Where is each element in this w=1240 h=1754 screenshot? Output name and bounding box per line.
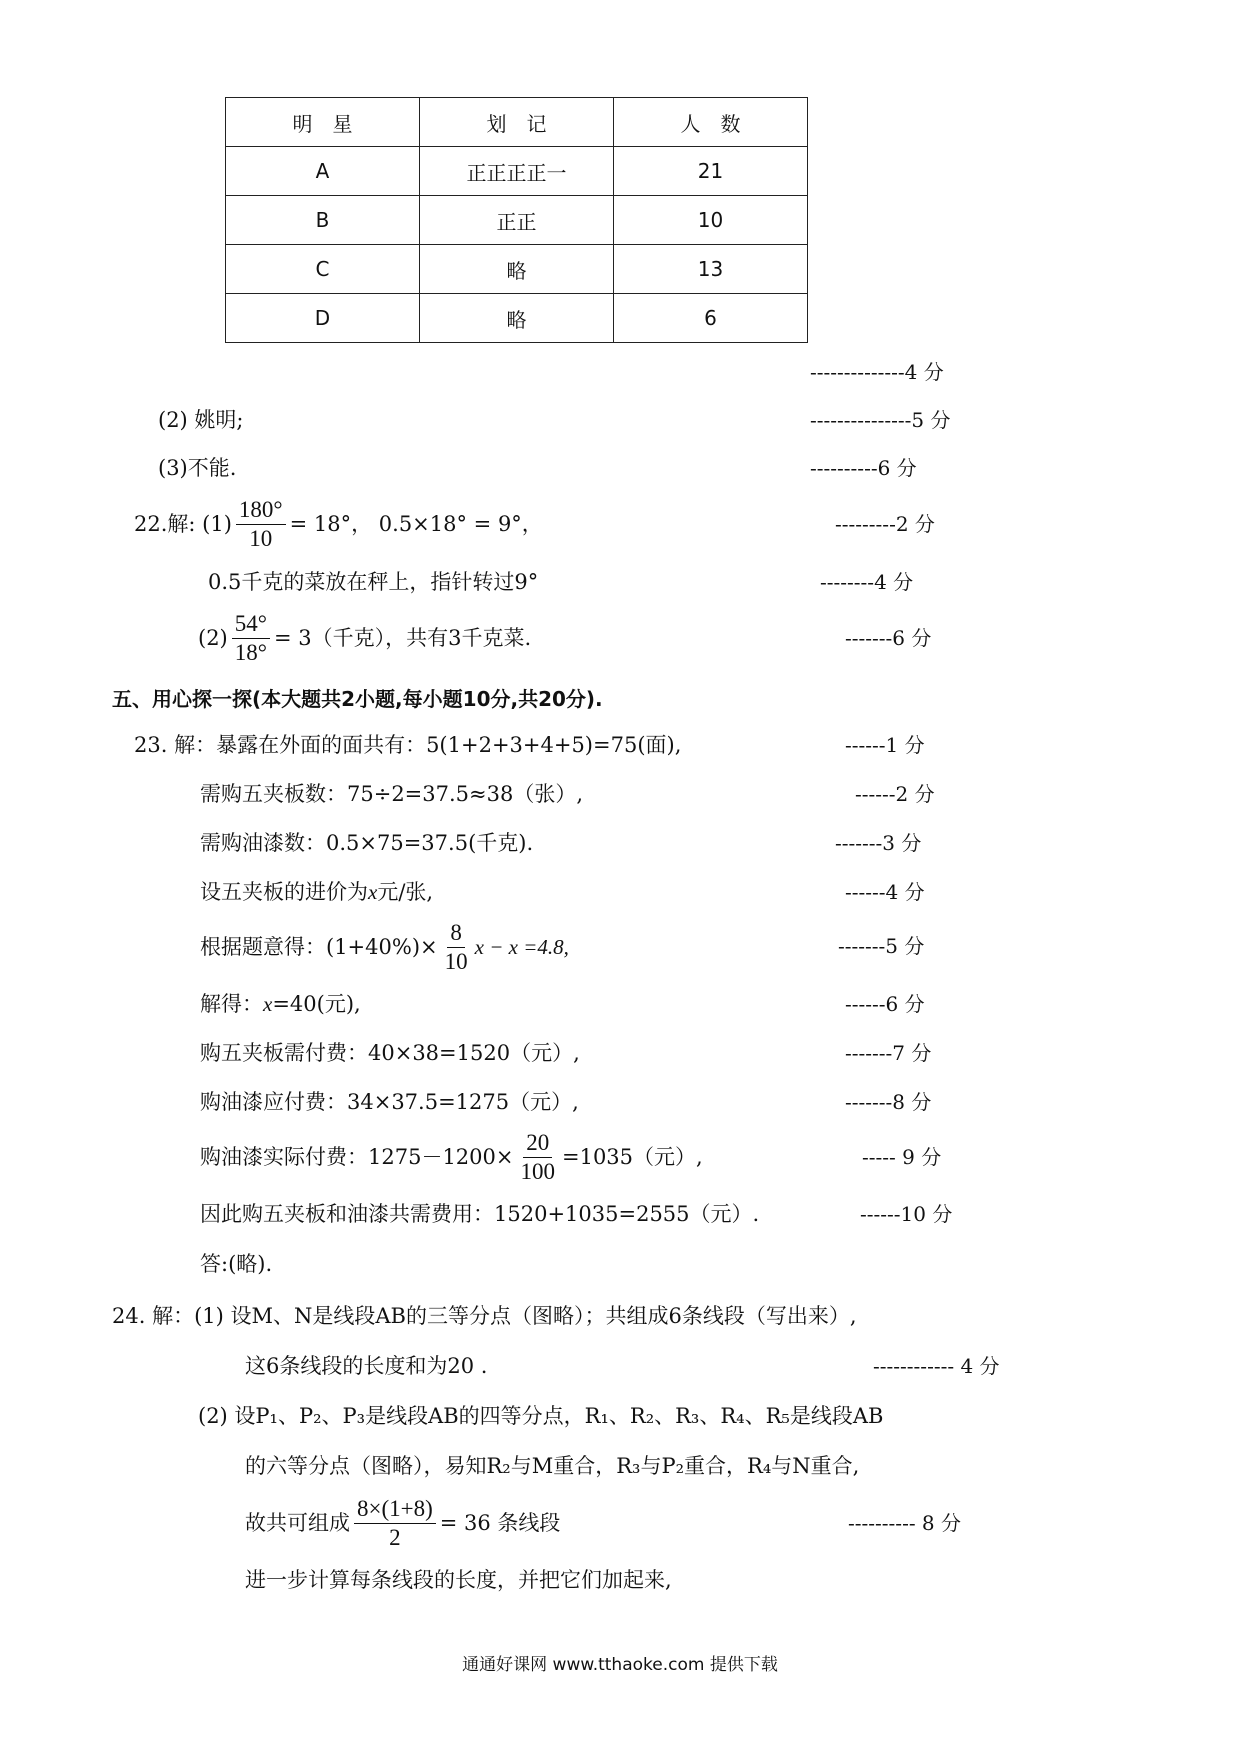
text: 元/张,: [377, 880, 434, 904]
table-header-cell: 人 数: [614, 98, 808, 147]
text: = 36 条线段: [439, 1511, 561, 1535]
fraction-denominator: 100: [520, 1158, 555, 1184]
fraction-numerator: 8×(1+8): [354, 1495, 436, 1524]
table-cell: 21: [614, 147, 808, 196]
answer-line: 的六等分点（图略），易知R₂与M重合，R₃与P₂重合，R₄与N重合,: [245, 1454, 860, 1478]
footer-credit: 通通好课网 www.tthaoke.com 提供下载: [462, 1655, 778, 1675]
fraction-denominator: 2: [389, 1524, 401, 1550]
answer-line: (2) 姚明;: [158, 408, 244, 432]
fraction-numerator: 8: [447, 919, 465, 948]
tally-table: [225, 97, 808, 343]
fraction-denominator: 10: [444, 948, 468, 974]
score-mark: --------4 分: [820, 570, 914, 594]
score-mark: -------6 分: [845, 626, 932, 650]
table-cell: B: [226, 196, 420, 245]
score-mark: ------4 分: [845, 880, 925, 904]
answer-line: 这6条线段的长度和为20 .: [245, 1354, 488, 1378]
score-mark: --------------4 分: [810, 360, 944, 384]
score-mark: ------10 分: [860, 1202, 953, 1226]
fraction-numerator: 20: [523, 1129, 552, 1158]
table-cell: 6: [614, 294, 808, 343]
answer-line: [200, 990, 361, 1018]
text: 设五夹板的进价为: [200, 880, 368, 904]
fraction-denominator: 18°: [234, 639, 267, 665]
table-row: [226, 245, 808, 294]
score-mark: ---------------5 分: [810, 408, 951, 432]
table-cell: A: [226, 147, 420, 196]
score-mark: ----------6 分: [810, 456, 917, 480]
answer-line: 购五夹板需付费：40×38=1520（元）,: [200, 1041, 580, 1065]
answer-line: 24. 解：(1) 设M、N是线段AB的三等分点（图略）；共组成6条线段（写出来）,: [112, 1304, 857, 1328]
table-row: [226, 147, 808, 196]
table-header-cell: 明 星: [226, 98, 420, 147]
text: =1035（元）,: [561, 1145, 703, 1169]
score-mark: ------1 分: [845, 733, 925, 757]
table-cell: 略: [420, 294, 614, 343]
text: =40(元),: [272, 992, 361, 1016]
answer-line: [200, 878, 433, 906]
fraction: [236, 496, 286, 553]
answer-line: 答:(略).: [200, 1252, 273, 1276]
variable-x: x: [263, 992, 273, 1016]
score-mark: ---------- 8 分: [848, 1511, 962, 1535]
table-header-cell: 划 记: [420, 98, 614, 147]
table-row: [226, 294, 808, 343]
score-mark: ------2 分: [855, 782, 935, 806]
table-cell: C: [226, 245, 420, 294]
q22-line3: [198, 610, 531, 666]
fraction-denominator: 10: [249, 525, 273, 551]
q22-expression: = 18°， 0.5×18° = 9°，: [289, 512, 543, 536]
score-mark: ------------ 4 分: [873, 1354, 1000, 1378]
answer-line: 23. 解：暴露在外面的面共有：5(1+2+3+4+5)=75(面),: [134, 733, 682, 757]
text: 故共可组成: [245, 1511, 350, 1535]
table-cell: 13: [614, 245, 808, 294]
table-cell: D: [226, 294, 420, 343]
text: x − x =4.8,: [474, 935, 569, 959]
answer-line: 进一步计算每条线段的长度，并把它们加起来,: [245, 1568, 672, 1592]
table-header-row: [226, 98, 808, 147]
score-mark: ----- 9 分: [862, 1145, 942, 1169]
score-mark: ------6 分: [845, 992, 925, 1016]
fraction: [354, 1495, 436, 1552]
table-row: [226, 196, 808, 245]
q22-expression: = 3（千克），共有3千克菜.: [273, 626, 532, 650]
answer-line: (2) 设P₁、P₂、P₃是线段AB的四等分点，R₁、R₂、R₃、R₄、R₅是线段AB: [198, 1404, 884, 1428]
fraction: [232, 610, 270, 667]
score-mark: -------8 分: [845, 1090, 932, 1114]
fraction-numerator: 54°: [232, 610, 270, 639]
table-cell: 正正正正一: [420, 147, 614, 196]
variable-x: x: [368, 880, 378, 904]
table-cell: 10: [614, 196, 808, 245]
score-mark: -------7 分: [845, 1041, 932, 1065]
answer-line: (3)不能.: [158, 456, 237, 480]
section-title: 五、用心探一探(本大题共2小题,每小题10分,共20分).: [112, 687, 603, 711]
answer-line: [200, 918, 569, 976]
text: 购油漆实际付费：1275－1200×: [200, 1145, 514, 1169]
q22-head: 22.解: (1): [134, 512, 232, 536]
fraction: [517, 1129, 558, 1186]
answer-line: 需购五夹板数：75÷2=37.5≈38（张）,: [200, 782, 584, 806]
answer-line: 因此购五夹板和油漆共需费用：1520+1035=2555（元）.: [200, 1202, 760, 1226]
answer-line: 购油漆应付费：34×37.5=1275（元）,: [200, 1090, 579, 1114]
text: 解得：: [200, 992, 263, 1016]
text: 根据题意得：(1+40%)×: [200, 935, 438, 959]
fraction-numerator: 180°: [236, 496, 286, 525]
score-mark: -------3 分: [835, 831, 922, 855]
q22-line1: [134, 496, 543, 552]
answer-line: [245, 1494, 560, 1552]
score-mark: ---------2 分: [835, 512, 935, 536]
answer-line: 需购油漆数：0.5×75=37.5(千克).: [200, 831, 534, 855]
table-cell: 略: [420, 245, 614, 294]
answer-line: 0.5千克的菜放在秤上，指针转过9°: [208, 570, 539, 594]
fraction: [442, 919, 471, 976]
table-cell: 正正: [420, 196, 614, 245]
score-mark: -------5 分: [838, 934, 925, 958]
part-label: (2): [198, 626, 228, 650]
answer-line: [200, 1128, 703, 1186]
